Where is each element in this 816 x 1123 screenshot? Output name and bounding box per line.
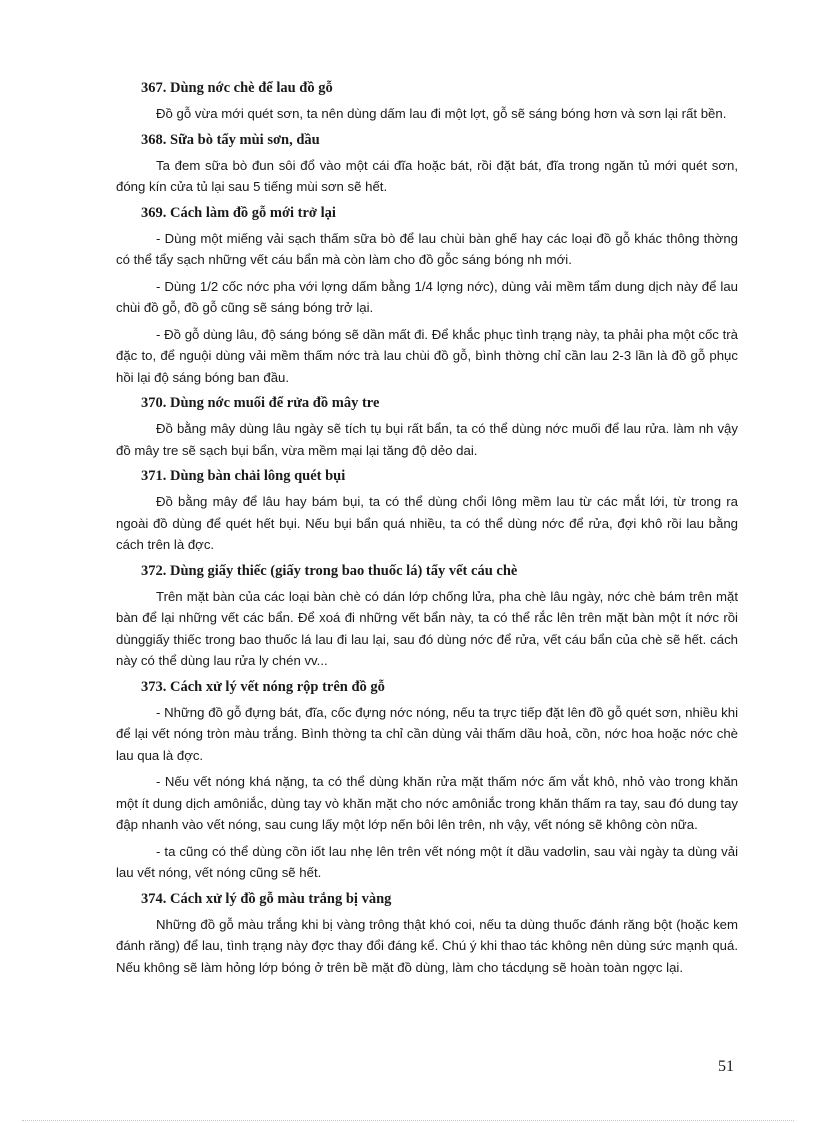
- section-heading: [116, 466, 738, 486]
- section-heading: [116, 203, 738, 223]
- section-number: 368: [141, 131, 163, 148]
- paragraph: - Nếu vết nóng khá nặng, ta có thể dùng khăn rửa mặt thấm nớc ấm vắt khô, nhỏ vào trong khăn một ít dung dịch amôniắc, dùng tay vò khăn mặt cho nớc amôniắc trong khăn thấm ra tay, sau đó dung tay đập nhanh vào vết nóng, sau cung lấy một lớp nến bôi lên trên, nh vậy, vết nóng sẽ không còn nữa.: [116, 774, 738, 832]
- paragraph: - ta cũng có thể dùng cồn iốt lau nhẹ lên trên vết nóng một ít dầu vadơlin, sau vài ngày ta dùng vải lau vết nóng, vết nóng cũng sẽ hết.: [116, 843, 738, 880]
- section-368: [116, 130, 738, 198]
- section-372: [116, 561, 738, 672]
- section-title: . Sữa bò tẩy mùi sơn, dầu: [162, 131, 320, 148]
- section-370: [116, 393, 738, 461]
- section-title: . Dùng nớc muối để rửa đồ mây tre: [162, 395, 380, 411]
- section-title: . Cách làm đồ gỗ mới trở lại: [162, 204, 336, 221]
- section-heading: [116, 393, 738, 413]
- section-number: 370: [141, 395, 163, 411]
- section-367: [116, 78, 738, 125]
- paragraph: - Dùng 1/2 cốc nớc pha với lợng dấm bằng 1/4 lợng nớc), dùng vải mềm tẩm dung dịch này để lau chùi đồ gỗ, đồ gỗ cũng sẽ sáng bóng trở lại.: [116, 278, 738, 315]
- section-title: . Dùng nớc chè để lau đồ gỗ: [162, 80, 333, 96]
- section-371: [116, 466, 738, 556]
- section-heading: [116, 889, 738, 909]
- section-number: 373: [141, 678, 163, 695]
- section-heading: [116, 78, 738, 98]
- document-body: [116, 78, 738, 983]
- section-title: . Cách xử lý vết nóng rộp trên đồ gỗ: [162, 678, 385, 695]
- section-number: 372: [141, 562, 163, 579]
- section-number: 369: [141, 204, 163, 221]
- section-title: . Cách xử lý đồ gỗ màu trắng bị vàng: [162, 890, 392, 907]
- section-373: [116, 677, 738, 884]
- paragraph: - Những đồ gỗ đựng bát, đĩa, cốc đựng nớc nóng, nếu ta trực tiếp đặt lên đồ gỗ quét sơn, nhiều khi để lại vết nóng tròn màu trắng. Bình thờng ta chỉ cần dùng vải thấm dầu hoả, cồn, nớc hoa hoặc nớc chè lau qua là đợc.: [116, 704, 738, 763]
- section-title: . Dùng giấy thiếc (giấy trong bao thuốc lá) tẩy vết cáu chè: [162, 562, 518, 579]
- paragraph: Ta đem sữa bò đun sôi đổ vào một cái đĩa hoặc bát, rồi đặt bát, đĩa trong ngăn tủ mới quét sơn, đóng kín cửa tủ lại sau 5 tiếng mùi sơn sẽ hết.: [116, 157, 738, 194]
- section-374: [116, 889, 738, 979]
- paragraph: Đồ bằng mây dùng lâu ngày sẽ tích tụ bụi rất bẩn, ta có thể dùng nớc muối để lau rửa. làm nh vậy đồ mây tre sẽ sạch bụi bẩn, vừa mềm mại lại tăng độ dẻo dai.: [116, 421, 738, 458]
- section-title: . Dùng bàn chải lông quét bụi: [162, 468, 346, 484]
- paragraph: Đồ gỗ vừa mới quét sơn, ta nên dùng dấm lau đi một lợt, gỗ sẽ sáng bóng hơn và sơn lại rất bền.: [156, 106, 727, 121]
- paragraph: - Đồ gỗ dùng lâu, độ sáng bóng sẽ dần mất đi. Để khắc phục tình trạng này, ta phải pha một cốc trà đặc to, để nguội dùng vải mềm thấm nớc trà lau chùi đồ gỗ, bình thờng chỉ cần lau 2-3 lần là đồ gỗ phục hồi lại độ sáng bóng ban đầu.: [116, 326, 738, 385]
- paragraph: Trên mặt bàn của các loại bàn chè có dán lớp chống lửa, pha chè lâu ngày, nớc chè bám trên mặt bàn để lại những vết các bẩn. Để xoá đi những vết bẩn này, ta có thể rắc lên trên mặt bàn một ít nớc rồi dùnggiấy thiếc trong bao thuốc lá lau đi lau lại, sau đó dùng nớc để rửa, vết cáu bẩn của chè sẽ hết. cách này có thể dùng lau rửa ly chén vv...: [116, 588, 738, 668]
- page-number: 51: [718, 1058, 734, 1075]
- paragraph: Đồ bằng mây để lâu hay bám bụi, ta có thể dùng chổi lông mềm lau từ các mắt lới, từ trong ra ngoài đồ dùng để quét hết bụi. Nếu bụi bẩn quá nhiều, ta có thể dùng nớc để rửa, đợi khô rồi lau bằng cách trên là đợc.: [116, 494, 738, 552]
- section-number: 374: [141, 890, 163, 907]
- section-number: 367: [141, 80, 163, 96]
- section-heading: [116, 130, 738, 150]
- section-number: 371: [141, 468, 163, 484]
- page-bottom-divider: [22, 1120, 794, 1121]
- section-heading: [116, 677, 738, 697]
- paragraph: - Dùng một miếng vải sạch thấm sữa bò để lau chùi bàn ghế hay các loại đồ gỗ khác thông thờng có thể tẩy sạch những vết cáu bẩn mà còn làm cho đồ gỗc sáng bóng nh mới.: [116, 230, 738, 267]
- paragraph: Những đồ gỗ màu trắng khi bị vàng trông thật khó coi, nếu ta dùng thuốc đánh răng bột (hoặc kem đánh răng) để lau, tình trạng này đợc thay đổi đáng kể. Chú ý khi thao tác không nên dùng sức mạnh quá. Nếu không sẽ làm hỏng lớp bóng ở trên bề mặt đồ dùng, làm cho tácdụng sẽ hoàn toàn ngợc lại.: [116, 916, 738, 975]
- section-369: [116, 203, 738, 389]
- section-heading: [116, 561, 738, 581]
